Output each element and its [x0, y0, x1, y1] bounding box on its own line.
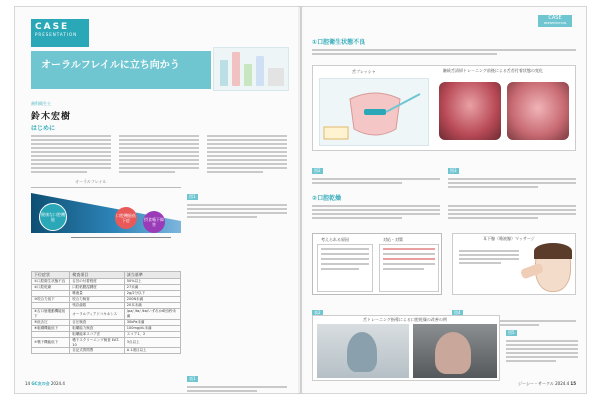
massage-caption: 耳下腺（唾液腺）マッサージ [483, 236, 535, 241]
massage-steps [459, 248, 519, 266]
article-title: オーラルフレイルに立ち向かう [41, 60, 180, 71]
table-cell: ④舌口唇運動機能低下 [32, 309, 70, 320]
table-cell: ⑤低舌圧 [32, 320, 70, 326]
training-photo-caption: 舌トレーニング指導による口腔乾燥の改善の例 [363, 317, 447, 322]
table-cell: 唾液量 [70, 291, 125, 297]
author-block [31, 101, 71, 122]
fig3-tag: 図3 [450, 168, 457, 173]
table-cell: 嚥下スクリーニング検査 EAT-10 [70, 338, 125, 348]
table-cell: 咀嚼能率スコア法 [70, 332, 125, 338]
fig5-caption [506, 319, 578, 364]
table-header-row [32, 272, 181, 279]
fig1-caption [187, 183, 287, 220]
author-role: 歯科衛生士 [31, 101, 51, 106]
patient-figure [347, 332, 377, 372]
table-cell: 口腔粘膜湿潤度 [70, 285, 125, 291]
table-row [32, 348, 181, 354]
issue-date-right: 2024.4 [555, 381, 570, 386]
table-cell: 咬合力検査 [70, 297, 125, 303]
case-word: CASE [35, 22, 70, 32]
table-cell: 27未満 [124, 285, 180, 291]
case-sub: PRESENTATION [35, 32, 78, 37]
fig2-tag: 図2 [314, 168, 321, 173]
table-cell: 3点以上 [124, 338, 180, 348]
table1-tag: 表1 [189, 376, 196, 381]
fig-caption-left: 舌プレッシャ [352, 69, 376, 74]
table2-header-right: 対応・対策 [383, 237, 403, 242]
table-cell: ①口腔衛生状態不良 [32, 279, 70, 285]
page-number-right: 15 [570, 381, 576, 386]
section2-heading: ②口腔乾燥 [312, 195, 342, 202]
section1-paragraph [312, 47, 576, 57]
product-item [256, 56, 264, 86]
product-item [232, 52, 240, 86]
salivary-massage-figure [452, 233, 576, 295]
fig5-tag: 図5 [508, 330, 515, 335]
table-cell: 50%以上 [124, 279, 180, 285]
body-column-3 [207, 133, 287, 175]
table-header: 下位症状 [32, 272, 70, 279]
body-column-r2 [448, 203, 576, 221]
cause-countermeasure-table [312, 233, 442, 295]
article-title-bar [31, 51, 211, 89]
patient-photo-2 [413, 324, 497, 378]
body-column-1 [31, 133, 111, 175]
table-cell: 残存歯数 [70, 303, 125, 309]
table-cell: スコア1、2 [124, 332, 180, 338]
table-row [32, 309, 181, 320]
products-photo [213, 47, 289, 91]
hypofunction-circle: 口腔機能低下症 [115, 207, 137, 229]
fig-caption-right: 継続舌清掃トレーニング前後による舌苔付着状態の変化 [443, 68, 543, 73]
table-cell: /pa/ /ta/ /ka/いずれか6回/秒未満 [124, 309, 180, 320]
case-badge-right [538, 15, 572, 27]
table-cell: A 1項目以上 [124, 348, 180, 354]
table-cell: 2g/2分以下 [124, 291, 180, 297]
case-sub-right: PRESENTATION [543, 21, 567, 25]
fig1-tag: 図1 [189, 194, 196, 199]
right-footer [518, 381, 576, 387]
table-cell: 舌苔の付着程度 [70, 279, 125, 285]
tongue-figure-box [312, 65, 576, 151]
case-badge [31, 19, 89, 47]
left-footer [25, 381, 65, 387]
table-cell: ②口腔乾燥 [32, 285, 70, 291]
table-cell [32, 348, 70, 354]
table-cell: 100mg/dL未満 [124, 326, 180, 332]
body-column-2 [119, 133, 199, 175]
product-item [268, 68, 284, 86]
issue-date: 2024.4 [50, 381, 65, 386]
table-cell: 20本未満 [124, 303, 180, 309]
diagram-range-line [31, 187, 181, 188]
table-cell: オーラルディアドコキネシス [70, 309, 125, 320]
intro-heading: はじめに [31, 125, 56, 132]
training-photo-box [312, 315, 500, 381]
table-header: 検査項目 [70, 272, 125, 279]
table1-caption [187, 365, 287, 394]
table-cell: 自記式質問票 [70, 348, 125, 354]
table-cell: ⑦嚥下機能低下 [32, 338, 70, 348]
table-cell: ⑥咀嚼機能低下 [32, 326, 70, 332]
fig2-caption [312, 157, 440, 186]
diagram-top-label: オーラルフレイル [75, 179, 107, 184]
page-number: 14 [25, 381, 31, 386]
patient-photo-1 [317, 324, 409, 378]
dysphagia-circle: 摂食嚥下障害 [143, 211, 165, 233]
section1-heading: ①口腔衛生状態不良 [312, 39, 366, 46]
tongue-brush-illustration [319, 69, 429, 146]
patient-face [435, 332, 471, 374]
countermeasure-list [379, 244, 439, 292]
cause-list [317, 244, 373, 292]
table-cell: 30kPa未満 [124, 320, 180, 326]
diagram-arrow [71, 237, 171, 238]
diagnosis-table [31, 271, 181, 354]
table-cell: 200N未満 [124, 297, 180, 303]
product-item [244, 64, 252, 86]
tongue-before-after [437, 68, 571, 146]
tongue-before-photo [439, 82, 501, 140]
product-item [220, 60, 228, 86]
magazine-spread [14, 6, 587, 394]
journal-name: GC友の会 [31, 381, 50, 386]
oral-frailty-diagram [31, 177, 181, 263]
tongue-brush-icon [320, 79, 430, 147]
journal-name-right: ジーシー・サークル [518, 381, 554, 386]
healthy-circle: 健康な口腔機能 [39, 203, 67, 231]
left-page [14, 6, 301, 394]
spine-gutter [298, 6, 304, 394]
right-page [301, 6, 587, 394]
tongue-after-photo [507, 82, 569, 140]
fig4-tag: 図4 [454, 310, 461, 315]
table2-header-left: 考えられる原因 [321, 237, 349, 242]
table2-tag: 表2 [314, 310, 321, 315]
table-cell: ③咬合力低下 [32, 297, 70, 303]
author-name: 鈴木宏樹 [31, 112, 72, 122]
table-row [32, 338, 181, 348]
case-word-right: CASE [548, 15, 562, 21]
table-header: 該当基準 [124, 272, 180, 279]
fig3-caption [448, 157, 576, 190]
table-cell: 舌圧検査 [70, 320, 125, 326]
table-cell: 咀嚼能力検査 [70, 326, 125, 332]
body-column-r1 [312, 203, 440, 221]
